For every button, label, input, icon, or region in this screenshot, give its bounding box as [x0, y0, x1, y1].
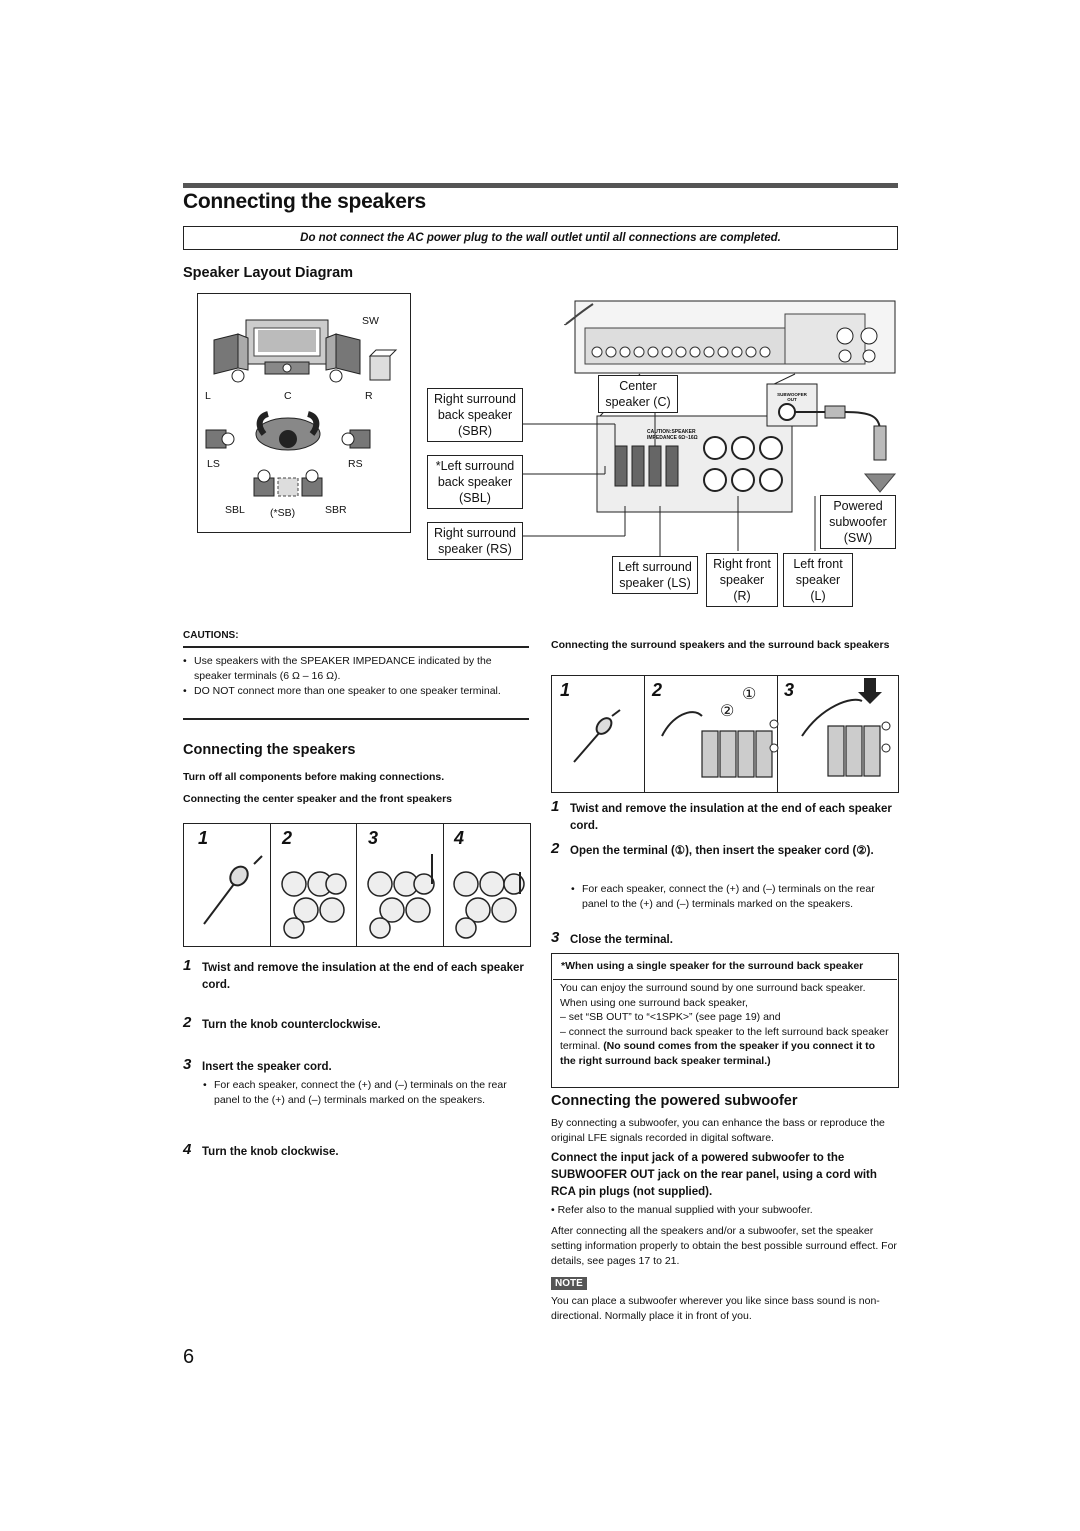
sbl-line3: (SBL) — [459, 491, 491, 505]
label-sb: (*SB) — [270, 507, 296, 519]
single-speaker-item2-bold: (No sound comes from the speaker if you connect it to the right surround back speaker terminal.) — [560, 1040, 876, 1067]
label-c: C — [284, 390, 292, 402]
fig-a-num-1: 1 — [198, 828, 209, 848]
fig-b-num-1: 1 — [560, 680, 571, 700]
sbr-line1: Right surround — [434, 392, 516, 406]
note-badge — [551, 1273, 587, 1291]
single-speaker-box — [551, 953, 899, 1088]
subwoofer-instruction: Connect the input jack of a powered subwoofer to the SUBWOOFER OUT jack on the rear panel, using a cord with RCA pin plugs (not supplied). — [551, 1152, 877, 1198]
center-front-subheading: Connecting the center speaker and the front speakers — [183, 793, 452, 805]
center-front-illustration — [184, 824, 530, 946]
center-step-2-num: 2 — [183, 1014, 192, 1031]
center-bullet-text: For each speaker, connect the (+) and (–) terminals on the rear panel to the (+) and (–) terminals marked on the speakers. — [214, 1079, 507, 1106]
center-step-3-text: Insert the speaker cord. — [202, 1061, 332, 1073]
r-line1: Right front — [713, 557, 771, 571]
rs-line2: speaker (RS) — [438, 542, 512, 556]
surround-figure — [551, 675, 899, 793]
label-sbl: SBL — [225, 504, 245, 516]
label-r: R — [365, 390, 373, 402]
label-sbr: SBR — [325, 504, 347, 516]
ls-line1: Left surround — [618, 560, 692, 574]
fig-a-num-3: 3 — [368, 828, 379, 848]
subwoofer-heading: Connecting the powered subwoofer — [551, 1093, 798, 1109]
label-rs: RS — [348, 458, 363, 470]
subwoofer-p2: After connecting all the speakers and/or a subwoofer, set the speaker setting information properly to obtain the best possible surround effect. For details, see pages 17 to 21. — [551, 1225, 897, 1267]
sw-line1: Powered — [833, 499, 883, 513]
surround-bullet: • For each speaker, connect the (+) and (–) terminals on the rear panel to the (+) and (–) terminals marked on the speakers. — [571, 882, 899, 911]
fig-a-num-2: 2 — [282, 828, 293, 848]
surround-step-1-num: 1 — [551, 798, 560, 815]
title-rule — [183, 183, 898, 188]
single-speaker-text: You can enjoy the surround sound by one surround back speaker. When using one surround back speaker, — [560, 982, 866, 1009]
center-bullet: • For each speaker, connect the (+) and (–) terminals on the rear panel to the (+) and (–) terminals marked on the speakers. — [203, 1078, 531, 1107]
surround-step-3-num: 3 — [551, 929, 560, 946]
label-sbr-box — [427, 388, 523, 442]
surround-illustration — [552, 676, 898, 792]
r-line2: speaker — [719, 573, 765, 587]
label-rs-box — [427, 522, 523, 560]
single-speaker-item2-plain: – connect the surround back speaker to the left surround back speaker terminal. — [560, 1025, 889, 1052]
page-number: 6 — [183, 1346, 195, 1368]
surround-step-1 — [551, 798, 899, 835]
sw-line3: (SW) — [843, 531, 873, 545]
impedance-small: IMPEDANCE 6Ω~16Ω — [647, 435, 698, 441]
label-sw-box — [820, 495, 896, 549]
center-step-3 — [183, 1056, 531, 1076]
r-line3: (R) — [733, 589, 751, 603]
label-l-box — [783, 553, 853, 607]
single-speaker-item1: – set “SB OUT” to “<1SPK>” (see page 19) and — [560, 1011, 781, 1023]
center-step-1-num: 1 — [183, 957, 192, 974]
speaker-layout-diagram — [197, 293, 411, 533]
caution-item-2: • DO NOT connect more than one speaker to one speaker terminal. — [183, 684, 531, 699]
layout-illustration — [198, 294, 410, 532]
surround-bullet-text: For each speaker, connect the (+) and (–) terminals on the rear panel to the (+) and (–) terminals marked on the speakers. — [582, 883, 875, 910]
center-step-4-text: Turn the knob clockwise. — [202, 1146, 339, 1158]
sbr-line3: (SBR) — [457, 424, 493, 438]
center-line1: Center — [619, 379, 657, 393]
label-ls: LS — [207, 458, 220, 470]
center-step-3-num: 3 — [183, 1056, 192, 1073]
caution-text-1: Use speakers with the SPEAKER IMPEDANCE indicated by the speaker terminals (6 Ω – 16 Ω). — [194, 655, 492, 682]
fig-b-num-2: 2 — [652, 680, 663, 700]
surround-step-2-num: 2 — [551, 840, 560, 857]
cautions-heading: CAUTIONS: — [183, 630, 239, 641]
sbl-line2: back speaker — [437, 475, 513, 489]
circled-1: ① — [742, 686, 757, 703]
caution-text-2: DO NOT connect more than one speaker to one speaker terminal. — [194, 685, 501, 697]
center-step-1 — [183, 957, 531, 994]
subwoofer-p1: By connecting a subwoofer, you can enhance the bass or reproduce the original LFE signals recorded in digital software. — [551, 1117, 885, 1144]
connect-intro: Turn off all components before making connections. — [183, 771, 445, 783]
sbr-line2: back speaker — [437, 408, 513, 422]
label-l: L — [205, 390, 211, 402]
surround-step-2-text: Open the terminal (①), then insert the speaker cord (②). — [570, 845, 874, 857]
cautions-rule-top — [183, 646, 529, 648]
center-line2: speaker (C) — [605, 395, 671, 409]
l-line2: speaker — [795, 573, 841, 587]
label-sw: SW — [362, 315, 379, 327]
label-sbl-box — [427, 455, 523, 509]
surround-step-3-text: Close the terminal. — [570, 934, 673, 946]
single-speaker-item2 — [560, 1025, 892, 1069]
center-front-figure — [183, 823, 531, 947]
circled-2: ② — [720, 703, 735, 720]
center-step-4-num: 4 — [183, 1141, 192, 1158]
layout-heading: Speaker Layout Diagram — [183, 265, 354, 281]
label-center-box — [598, 375, 678, 413]
subwoofer-note: You can place a subwoofer wherever you like since bass sound is non-directional. Normally place it in front of you. — [551, 1295, 880, 1322]
note-label: NOTE — [551, 1277, 587, 1290]
single-speaker-body — [560, 981, 892, 1068]
page-title: Connecting the speakers — [183, 190, 426, 213]
surround-step-1-text: Twist and remove the insulation at the end of each speaker cord. — [570, 803, 892, 832]
label-ls-box — [612, 556, 698, 594]
center-step-2 — [183, 1014, 531, 1034]
caution-small: CAUTION:SPEAKER — [647, 429, 696, 435]
subwoofer-bullet: • Refer also to the manual supplied with your subwoofer. — [551, 1204, 813, 1216]
ls-line2: speaker (LS) — [619, 576, 691, 590]
l-line3: (L) — [810, 589, 826, 603]
l-line1: Left front — [793, 557, 843, 571]
connect-speakers-heading: Connecting the speakers — [183, 742, 356, 758]
surround-subheading: Connecting the surround speakers and the surround back speakers — [551, 639, 890, 651]
center-step-2-text: Turn the knob counterclockwise. — [202, 1019, 381, 1031]
single-speaker-heading: *When using a single speaker for the surround back speaker — [561, 960, 864, 972]
rs-line1: Right surround — [434, 526, 516, 540]
sbl-line1: *Left surround — [435, 459, 515, 473]
center-step-4 — [183, 1141, 531, 1161]
subwoofer-out-small: SUBWOOFER OUT — [777, 392, 807, 402]
center-step-1-text: Twist and remove the insulation at the end of each speaker cord. — [202, 962, 524, 991]
sw-line2: subwoofer — [829, 515, 887, 529]
subwoofer-bullet-text: Refer also to the manual supplied with your subwoofer. — [557, 1204, 813, 1216]
fig-b-num-3: 3 — [784, 680, 795, 700]
label-r-box — [706, 553, 778, 607]
surround-step-2 — [551, 840, 899, 860]
surround-step-3 — [551, 929, 899, 949]
caution-item-1: • Use speakers with the SPEAKER IMPEDANCE indicated by the speaker terminals (6 Ω – 16 Ω). — [183, 654, 531, 683]
warning-box: Do not connect the AC power plug to the wall outlet until all connections are completed. — [183, 226, 898, 250]
cautions-rule-bottom — [183, 718, 529, 720]
fig-a-num-4: 4 — [454, 828, 465, 848]
